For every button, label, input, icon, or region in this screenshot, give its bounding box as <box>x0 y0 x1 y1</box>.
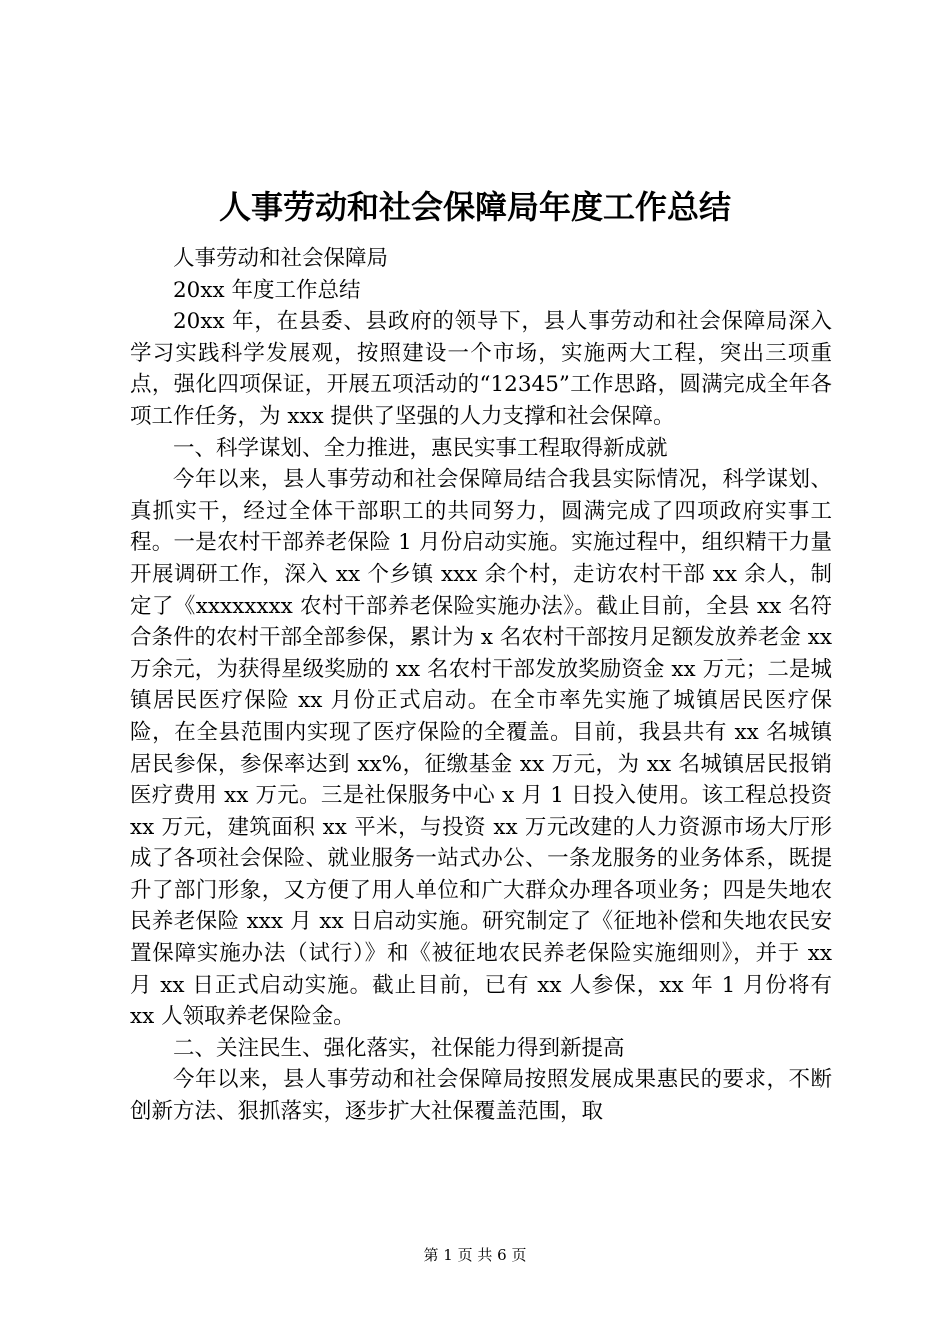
subtitle-line-1: 人事劳动和社会保障局 <box>173 246 389 271</box>
document-title: 人事劳动和社会保障局年度工作总结 <box>218 188 731 226</box>
section-heading-1: 一、科学谋划、全力推进，惠民实事工程取得新成就 <box>173 435 668 461</box>
section-1-paragraph: 今年以来，县人事劳动和社会保障局结合我县实际情况，科学谋划、真抓实干，经过全体干部职工的共同努力，圆满完成了四项政府实事工程。一是农村干部养老保险 1 月份启动实施。实施过程中，组织精干力量开展调研工作，深入 xx 个乡镇 xxx 余个村，走访农村干部 xx 余人，制定了《xxxxxxxx 农村干部养老保险实施办法》。截止目前，全县 xx 名符合条件的农村干部全部参保，累计为 x 名农村干部按月足额发放养老金 xx 万余元，为获得星级奖励的 xx 名农村干部发放奖励资金 xx 万元；二是城镇居民医疗保险 xx 月份正式启动。在全市率先实施了城镇居民医疗保险，在全县范围内实现了医疗保险的全覆盖。目前，我县共有 xx 名城镇居民参保，参保率达到 xx%，征缴基金 xx 万元，为 xx 名城镇居民报销医疗费用 xx 万元。三是社保服务中心 x 月 1 日投入使用。该工程总投资 xx 万元，建筑面积 xx 平米，与投资 xx 万元改建的人力资源市场大厅形成了各项社会保险、就业服务一站式办公、一条龙服务的业务体系，既提升了部门形象，又方便了用人单位和广大群众办理各项业务；四是失地农民养老保险 xxx 月 xx 日启动实施。研究制定了《征地补偿和失地农民安置保障实施办法（试行）》和《被征地农民养老保险实施细则》，并于 xx 月 xx 日正式启动实施。截止目前，已有 xx 人参保，xx 年 1 月份将有 xx 人领取养老保险金。 <box>130 467 832 1030</box>
intro-paragraph: 20xx 年，在县委、县政府的领导下，县人事劳动和社会保障局深入学习实践科学发展观，按照建设一个市场，实施两大工程，突出三项重点，强化四项保证，开展五项活动的“12345”工作思路，圆满完成全年各项工作任务，为 xxx 提供了坚强的人力支撑和社会保障。 <box>130 309 832 429</box>
section-2-paragraph: 今年以来，县人事劳动和社会保障局按照发展成果惠民的要求，不断创新方法、狠抓落实，逐步扩大社保覆盖范围，取 <box>130 1067 832 1125</box>
subtitle-line-2: 20xx 年度工作总结 <box>173 277 361 303</box>
section-heading-2: 二、关注民生、强化落实，社保能力得到新提高 <box>173 1035 625 1061</box>
page-footer: 第 1 页 共 6 页 <box>423 1246 527 1264</box>
document-body <box>130 243 832 1128</box>
